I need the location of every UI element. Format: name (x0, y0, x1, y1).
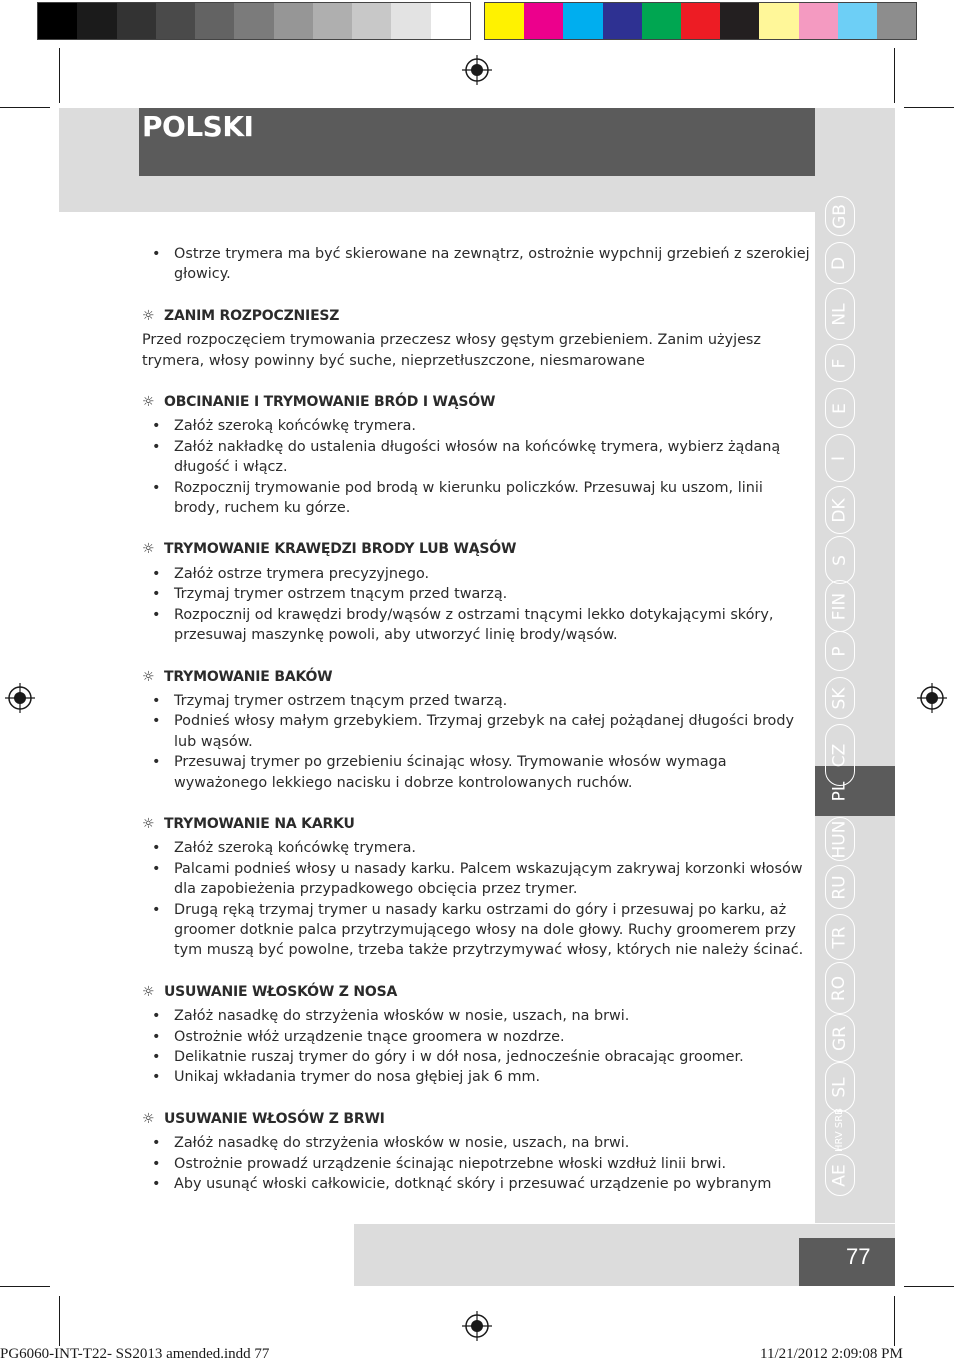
sun-bullet-icon: ☼ (142, 1110, 155, 1127)
lang-tab-ru[interactable] (825, 865, 855, 909)
gray-swatch (352, 3, 391, 39)
bullet-list (142, 1006, 810, 1088)
lang-tab-ae[interactable] (825, 1154, 855, 1196)
lang-tab-i[interactable] (825, 434, 855, 482)
section-heading (142, 814, 810, 834)
lang-tab-dk[interactable] (825, 486, 855, 534)
gray-swatch (391, 3, 430, 39)
color-swatch (524, 3, 563, 39)
footer-file-info: PG6060-INT-T22- SS2013 amended.indd 77 (0, 1346, 270, 1362)
section-heading (142, 306, 810, 326)
gray-swatch (195, 3, 234, 39)
section (142, 1109, 810, 1195)
lang-tab-p[interactable] (825, 631, 855, 671)
list-item: • Ostrze trymera ma być skierowane na zewnątrz, ostrożnie wypchnij grzebień z szerokiej głowicy. (142, 244, 810, 285)
lang-tab-label: HRV SRB (834, 1107, 846, 1153)
color-swatch (720, 3, 759, 39)
registration-mark-icon (462, 55, 492, 85)
gray-swatch (38, 3, 77, 39)
lang-tab-label: P (829, 645, 850, 657)
lang-tab-nl[interactable] (825, 288, 855, 340)
lang-tab-label: FIN (829, 592, 850, 620)
footer-timestamp: 11/21/2012 2:09:08 PM (760, 1346, 903, 1362)
list-item: • Rozpocznij trymowanie pod brodą w kierunku policzków. Przesuwaj ku uszom, linii brody, ruchem ku górze. (142, 478, 810, 519)
bullet-list (142, 416, 810, 518)
list-item: • Załóż nasadkę do strzyżenia włosków w nosie, uszach, na brwi. (142, 1133, 810, 1153)
lang-tab-pl[interactable] (825, 768, 855, 814)
section (142, 982, 810, 1088)
list-item: • Załóż szeroką końcówkę trymera. (142, 838, 810, 858)
section-heading-text: TRYMOWANIE NA KARKU (164, 815, 355, 832)
section-heading (142, 539, 810, 559)
lang-tab-label: SL (829, 1076, 850, 1098)
sun-bullet-icon: ☼ (142, 307, 155, 324)
lang-tab-ro[interactable] (825, 962, 855, 1014)
registration-mark-icon (5, 683, 35, 713)
registration-mark-icon (462, 1311, 492, 1341)
sun-bullet-icon: ☼ (142, 983, 155, 1000)
lang-tab-label: GR (829, 1025, 850, 1051)
color-swatch (603, 3, 642, 39)
color-swatch (563, 3, 602, 39)
list-item: • Załóż nasadkę do strzyżenia włosków w nosie, uszach, na brwi. (142, 1006, 810, 1026)
lang-tab-label: F (829, 358, 850, 368)
list-item: • Załóż nakładkę do ustalenia długości włosów na końcówkę trymera, wybierz żądaną długość i włącz. (142, 437, 810, 478)
section-heading (142, 1109, 810, 1129)
color-swatch (485, 3, 524, 39)
gray-swatch (313, 3, 352, 39)
color-swatch (681, 3, 720, 39)
color-swatch (759, 3, 798, 39)
sun-bullet-icon: ☼ (142, 815, 155, 832)
color-swatch (838, 3, 877, 39)
lang-tab-label: AE (829, 1163, 850, 1187)
bullet-list (142, 1133, 810, 1194)
bullet-list (142, 838, 810, 960)
lang-tab-label: E (829, 402, 850, 414)
process-color-bar (484, 2, 917, 40)
bullet-list (142, 691, 810, 793)
crop-mark (894, 48, 895, 103)
lang-tab-tr[interactable] (825, 914, 855, 960)
section (142, 539, 810, 645)
list-item: • Ostrożnie włóż urządzenie tnące groomera w nozdrze. (142, 1027, 810, 1047)
bullet-list (142, 564, 810, 646)
lang-tab-sl[interactable] (825, 1062, 855, 1112)
section-heading (142, 667, 810, 687)
crop-mark (894, 1296, 895, 1346)
section-heading-text: USUWANIE WŁOSÓW Z BRWI (164, 1110, 385, 1127)
main-content (142, 244, 810, 1194)
gray-swatch (156, 3, 195, 39)
list-item: • Ostrożnie prowadź urządzenie ścinając niepotrzebne włoski wzdłuż linii brwi. (142, 1154, 810, 1174)
lang-tab-label: HUN (829, 820, 850, 858)
crop-mark (0, 107, 50, 108)
sun-bullet-icon: ☼ (142, 394, 155, 411)
list-item: • Rozpocznij od krawędzi brody/wąsów z ostrzami tnącymi lekko dotykającymi skóry, przesuwaj maszynkę powoli, aby utworzyć linię brody/wąsów. (142, 605, 810, 646)
color-swatch (877, 3, 916, 39)
list-item: • Trzymaj trymer ostrzem tnącym przed twarzą. (142, 584, 810, 604)
crop-mark (0, 1286, 50, 1287)
list-item: • Załóż ostrze trymera precyzyjnego. (142, 564, 810, 584)
section (142, 814, 810, 961)
list-item: • Palcami podnieś włosy u nasady karku. Palcem wskazującym zakrywaj korzonki włosów dla zapobieżenia przypadkowego obcięcia przez trymer. (142, 859, 810, 900)
crop-mark (59, 1296, 60, 1346)
page-title: POLSKI (142, 110, 254, 143)
section-heading-text: USUWANIE WŁOSKÓW Z NOSA (164, 983, 398, 1000)
grayscale-color-bar (37, 2, 471, 40)
lang-tab-hrv-srb[interactable] (825, 1107, 855, 1153)
list-item: • Przesuwaj trymer po grzebieniu ścinając włosy. Trymowanie włosów wymaga wyważonego lekkiego nacisku i dobrze kontrolowanych ruchów. (142, 752, 810, 793)
list-item: • Delikatnie ruszaj trymer do góry i w dół nosa, jednocześnie obracając groomer. (142, 1047, 810, 1067)
list-item: • Podnieś włosy małym grzebykiem. Trzymaj grzebyk na całej pożądanej długości brody lub wąsów. (142, 711, 810, 752)
gray-swatch (117, 3, 156, 39)
section (142, 392, 810, 518)
lang-tab-hun[interactable] (825, 817, 855, 861)
lang-tab-label: S (829, 554, 850, 566)
section-paragraph: Przed rozpoczęciem trymowania przeczesz włosy gęstym grzebieniem. Zanim użyjesz trymera, włosy powinny być suche, nieprzetłuszczone, niesmarowane (142, 332, 761, 369)
list-item: • Załóż szeroką końcówkę trymera. (142, 416, 810, 436)
list-item: • Trzymaj trymer ostrzem tnącym przed twarzą. (142, 691, 810, 711)
list-item: • Aby usunąć włoski całkowicie, dotknąć skóry i przesuwać urządzenie po wybranym (142, 1174, 810, 1194)
lang-tab-label: DK (829, 497, 850, 523)
lang-tab-gr[interactable] (825, 1014, 855, 1062)
list-item: • Drugą ręką trzymaj trymer u nasady karku ostrzami do góry i przesuwaj po karku, aż groomer dotknie palca przytrzymującego włosy na dole głowy. Ruchy groomerem przy tym muszą być powolne, trzeba także przytrzymywać włosy, których nie należy ścinać. (142, 900, 810, 961)
lang-tab-sk[interactable] (825, 677, 855, 719)
lang-tab-gb[interactable] (825, 196, 855, 236)
lang-tab-label: D (829, 256, 850, 270)
section-heading (142, 982, 810, 1002)
lang-tab-d[interactable] (825, 242, 855, 284)
lang-tab-label: RU (829, 874, 850, 900)
crop-mark (904, 107, 954, 108)
gray-swatch (274, 3, 313, 39)
lang-tab-e[interactable] (825, 388, 855, 428)
gray-swatch (234, 3, 273, 39)
lang-tab-s[interactable] (825, 536, 855, 584)
section-heading-text: OBCINANIE I TRYMOWANIE BRÓD I WĄSÓW (164, 394, 496, 411)
section (142, 667, 810, 793)
lang-tab-label: TR (829, 925, 850, 949)
lang-tab-label: I (829, 455, 850, 461)
registration-mark-icon (917, 683, 947, 713)
lang-tab-label: NL (829, 302, 850, 326)
lang-tab-label: RO (829, 975, 850, 1001)
gray-swatch (77, 3, 116, 39)
lang-tab-label: PL (829, 781, 850, 801)
color-swatch (642, 3, 681, 39)
crop-mark (59, 48, 60, 103)
sun-bullet-icon: ☼ (142, 541, 155, 558)
section (142, 306, 810, 371)
lang-tab-label: CZ (829, 743, 850, 767)
section-heading-text: TRYMOWANIE KRAWĘDZI BRODY LUB WĄSÓW (164, 541, 517, 558)
lang-tab-label: GB (829, 203, 850, 229)
list-item: • Unikaj wkładania trymer do nosa głębiej jak 6 mm. (142, 1067, 810, 1087)
intro-list (142, 244, 810, 285)
lang-tab-label: SK (829, 687, 850, 709)
section-heading (142, 392, 810, 412)
lang-tab-f[interactable] (825, 344, 855, 382)
sections (142, 306, 810, 1195)
page-number: 77 (846, 1244, 871, 1269)
gray-swatch (431, 3, 470, 39)
lang-tab-fin[interactable] (825, 580, 855, 632)
sun-bullet-icon: ☼ (142, 668, 155, 685)
color-swatch (799, 3, 838, 39)
crop-mark (904, 1286, 954, 1287)
section-heading-text: ZANIM ROZPOCZNIESZ (164, 307, 340, 324)
section-heading-text: TRYMOWANIE BAKÓW (164, 668, 333, 685)
